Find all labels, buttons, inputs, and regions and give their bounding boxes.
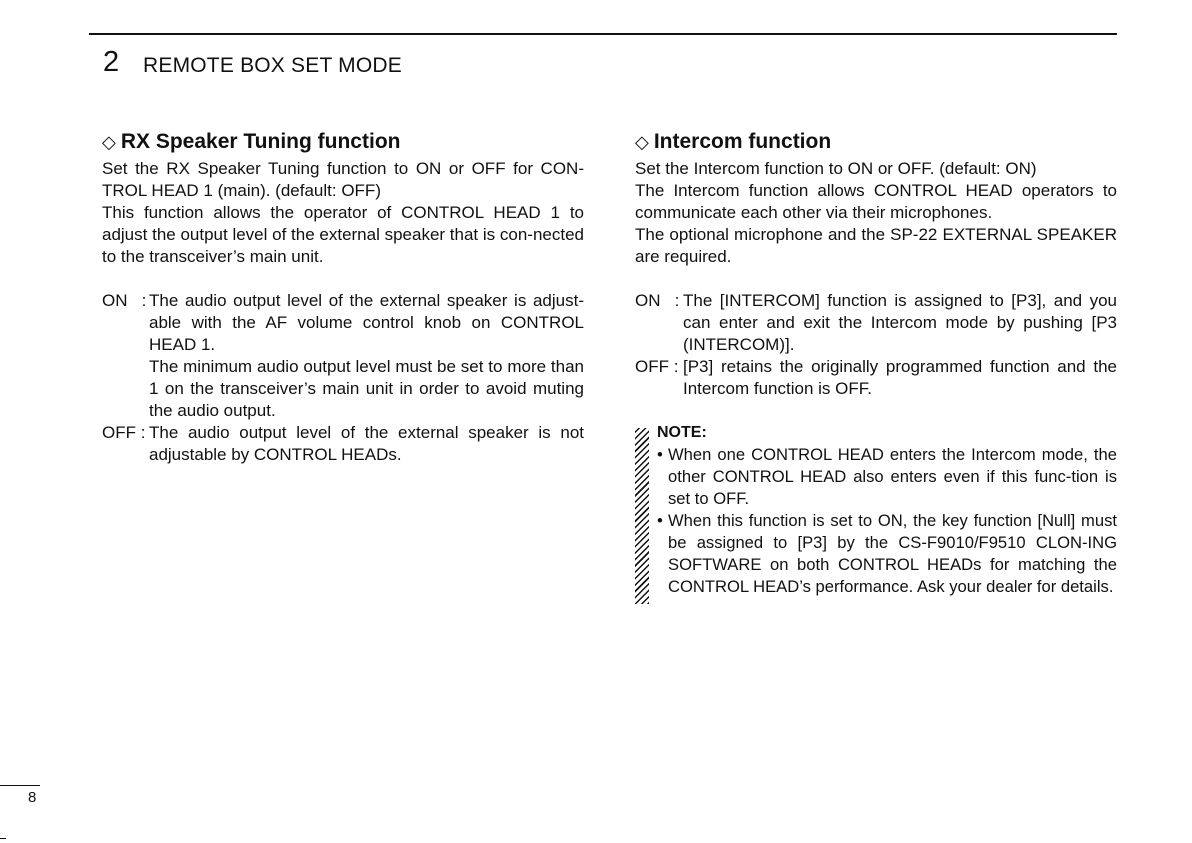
section-heading-text: Intercom function: [653, 130, 832, 153]
page-number: 8: [28, 789, 37, 806]
rx-speaker-on-definition: [102, 290, 584, 422]
chapter-number: 2: [103, 46, 120, 78]
diamond-icon: ◇: [635, 132, 649, 152]
intercom-requirements: The optional microphone and the SP-22 EXTERNAL SPEAKER are required.: [635, 225, 1117, 266]
rx-speaker-off-definition: [102, 422, 584, 466]
left-column: [102, 128, 584, 466]
corner-mark: [0, 838, 6, 839]
on-text-2: The minimum audio output level must be set to more than 1 on the transceiver’s main unit in order to avoid muting the audio output.: [149, 357, 584, 420]
intercom-on-definition: [635, 290, 1117, 356]
note-box: [635, 422, 1117, 598]
on-term: ON :: [102, 291, 152, 310]
intercom-off-definition: [635, 356, 1117, 400]
chapter-title: REMOTE BOX SET MODE: [143, 54, 402, 77]
note-hatch-bar: [635, 428, 649, 604]
note-title: NOTE:: [657, 424, 707, 441]
footer-rule: [0, 785, 40, 786]
intercom-description: The Intercom function allows CONTROL HEAD operators to communicate each other via their microphones.: [635, 181, 1117, 222]
section-heading-rx-speaker: [102, 128, 584, 156]
bullet-icon: •: [657, 511, 663, 530]
note-bullet: [657, 444, 1117, 510]
rx-speaker-description: This function allows the operator of CONTROL HEAD 1 to adjust the output level of the external speaker that is con-nected to the transceiver’s main unit.: [102, 203, 584, 266]
rx-speaker-intro: Set the RX Speaker Tuning function to ON or OFF for CON-TROL HEAD 1 (main). (default: OFF): [102, 159, 584, 200]
section-heading-text: RX Speaker Tuning function: [120, 130, 401, 153]
off-term: OFF :: [102, 423, 151, 442]
header-rule: [89, 33, 1117, 35]
note-bullet: [657, 510, 1117, 598]
on-text-1: The audio output level of the external speaker is adjust-able with the AF volume control knob on CONTROL HEAD 1.: [149, 291, 584, 354]
off-text: [P3] retains the originally programmed function and the Intercom function is OFF.: [683, 357, 1117, 398]
section-heading-intercom: [635, 128, 1117, 156]
off-term: OFF :: [635, 357, 684, 376]
on-text: The [INTERCOM] function is assigned to [P3], and you can enter and exit the Intercom mode by pushing [P3 (INTERCOM)].: [683, 291, 1117, 354]
note-bullet-text-2: When this function is set to ON, the key function [Null] must be assigned to [P3] by the CS-F9010/F9510 CLON-ING SOFTWARE on both CONTROL HEADs for matching the CONTROL HEAD’s performance. Ask your dealer for details.: [668, 511, 1117, 596]
bullet-icon: •: [657, 445, 663, 464]
off-text: The audio output level of the external speaker is not adjustable by CONTROL HEADs.: [149, 423, 584, 464]
intercom-intro: Set the Intercom function to ON or OFF. (default: ON): [635, 159, 1037, 178]
right-column: [635, 128, 1117, 598]
note-bullet-text-1: When one CONTROL HEAD enters the Intercom mode, the other CONTROL HEAD also enters even if this func-tion is set to OFF.: [668, 445, 1117, 508]
diamond-icon: ◇: [102, 132, 116, 152]
on-term: ON :: [635, 291, 685, 310]
